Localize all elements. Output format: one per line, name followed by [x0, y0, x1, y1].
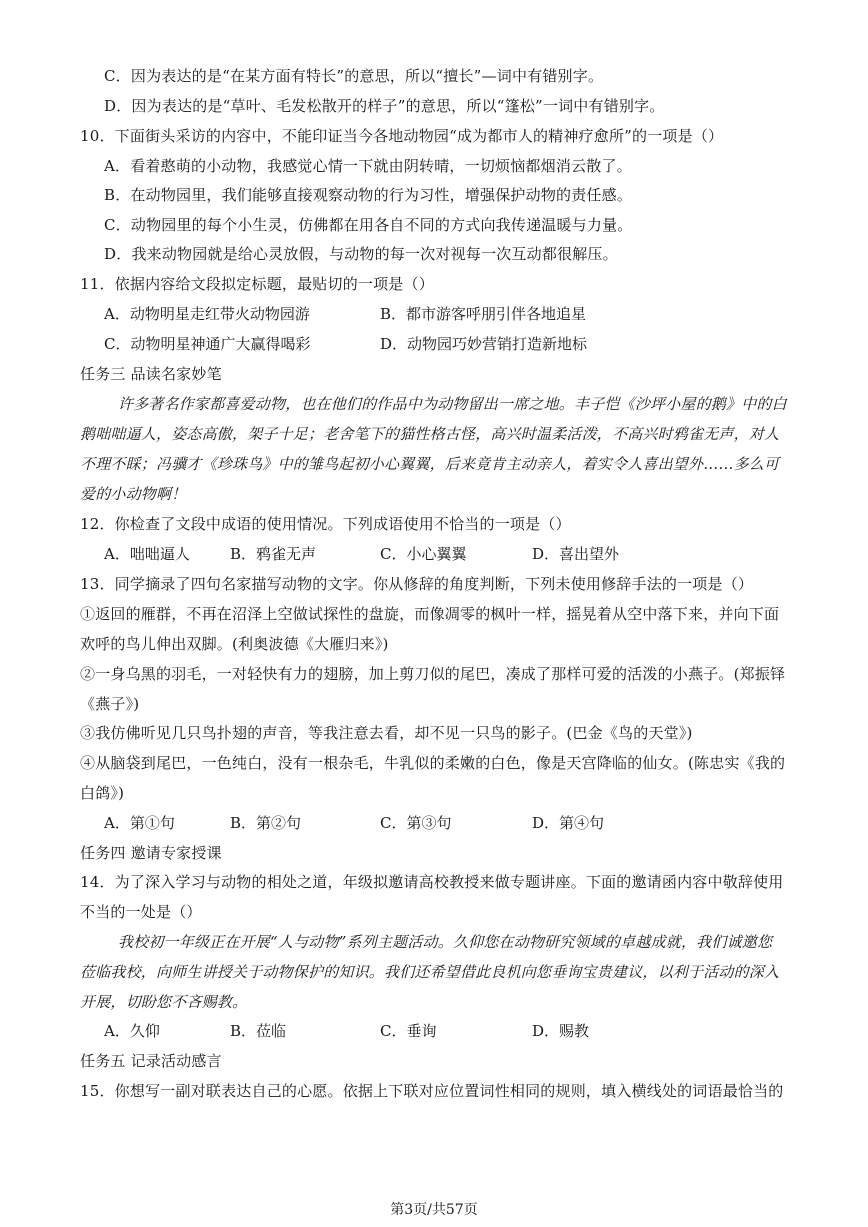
text-line: A．看着憨萌的小动物，我感觉心情一下就由阴转晴，一切烦恼都烟消云散了。	[104, 157, 632, 175]
answer-option: A．动物明星走红带火动物园游	[104, 305, 310, 323]
text-line: B．在动物园里，我们能够直接观察动物的行为习性，增强保护动物的责任感。	[104, 186, 633, 204]
text-line: 12．你检查了文段中成语的使用情况。下列成语使用不恰当的一项是（）	[80, 515, 571, 533]
text-line: D．我来动物园就是给心灵放假，与动物的每一次对视每一次互动都很解压。	[104, 245, 618, 263]
answer-option: C．垂询	[380, 1022, 437, 1040]
text-line: 任务五 记录活动感言	[80, 1052, 222, 1070]
text-line: 15．你想写一副对联表达自己的心愿。依据上下联对应位置词性相同的规则，填入横线处的词语最恰当的	[80, 1082, 784, 1100]
text-line: 13．同学摘录了四句名家描写动物的文字。你从修辞的角度判断，下列未使用修辞手法的一项是（）	[80, 575, 754, 593]
answer-option: D．赐教	[532, 1022, 590, 1040]
answer-option: B．鸦雀无声	[230, 545, 317, 563]
answer-option: D．第④句	[532, 814, 605, 832]
passage-line: 不理不睬；冯骥才《珍珠鸟》中的雏鸟起初小心翼翼，后来竟肯主动亲人，着实令人喜出望外……多么可	[80, 455, 780, 473]
text-line: ①返回的雁群，不再在沼泽上空做试探性的盘旋，而像凋零的枫叶一样，摇晃着从空中落下来，并向下面	[80, 605, 780, 623]
answer-option: B．莅临	[230, 1022, 287, 1040]
passage-line: 许多著名作家都喜爱动物，也在他们的作品中为动物留出一席之地。丰子恺《沙坪小屋的鹅》中的白	[118, 395, 787, 413]
text-line: C．动物园里的每个小生灵，仿佛都在用各自不同的方式向我传递温暖与力量。	[104, 216, 633, 234]
text-line: 《燕子》)	[80, 695, 140, 713]
answer-option: A．第①句	[104, 814, 175, 832]
answer-option: A．咄咄逼人	[104, 545, 190, 563]
answer-option: D．喜出望外	[532, 545, 620, 563]
text-line: 白鸽》)	[80, 784, 125, 802]
passage-line: 爱的小动物啊！	[80, 485, 187, 503]
passage-line: 开展，切盼您不吝赐教。	[80, 993, 248, 1011]
text-line: 10．下面街头采访的内容中，不能印证当今各地动物园“成为都市人的精神疗愈所”的一项是（）	[80, 127, 724, 145]
passage-line: 我校初一年级正在开展“人与动物”系列主题活动。久仰您在动物研究领域的卓越成就，我们诚邀您	[118, 933, 773, 951]
text-line: ②一身乌黑的羽毛，一对轻快有力的翅膀，加上剪刀似的尾巴，凑成了那样可爱的活泼的小燕子。(郑振铎	[80, 665, 786, 683]
answer-option: D．动物园巧妙营销打造新地标	[380, 335, 588, 353]
passage-line: 莅临我校，向师生讲授关于动物保护的知识。我们还希望借此良机向您垂询宝贵建议，以利于活动的深入	[80, 963, 780, 981]
answer-option: A．久仰	[104, 1022, 160, 1040]
text-line: 14．为了深入学习与动物的相处之道，年级拟邀请高校教授来做专题讲座。下面的邀请函内容中敬辞使用	[80, 873, 784, 891]
answer-option: C．动物明星神通广大赢得喝彩	[104, 335, 311, 353]
answer-option: B．都市游客呼朋引伴各地追星	[380, 305, 587, 323]
text-line: ③我仿佛听见几只鸟扑翅的声音，等我注意去看，却不见一只鸟的影子。(巴金《鸟的天堂》)	[80, 724, 693, 742]
text-line: 任务四 邀请专家授课	[80, 844, 222, 862]
answer-option: C．第③句	[380, 814, 452, 832]
text-line: 11．依据内容给文段拟定标题，最贴切的一项是（）	[80, 275, 434, 293]
text-line: D．因为表达的是“草叶、毛发松散开的样子”的意思，所以“篷松”一词中有错别字。	[104, 97, 665, 115]
text-line: 任务三 品读名家妙笔	[80, 365, 222, 383]
text-line: ④从脑袋到尾巴，一色纯白，没有一根杂毛，牛乳似的柔嫩的白色，像是天宫降临的仙女。(陈忠实《我的	[80, 754, 786, 772]
text-line: 欢呼的鸟儿伸出双脚。(利奥波德《大雁归来》)	[80, 635, 389, 653]
passage-line: 鹅咄咄逼人，姿态高傲，架子十足；老舍笔下的猫性格古怪，高兴时温柔活泼，不高兴时鸦雀无声，对人	[80, 425, 780, 443]
answer-option: C．小心翼翼	[380, 545, 467, 563]
text-line: C．因为表达的是“在某方面有特长”的意思，所以“擅长”—词中有错别字。	[104, 67, 604, 85]
page-footer: 第3页/共57页	[390, 1202, 478, 1218]
text-line: 不当的一处是（）	[80, 903, 202, 921]
answer-option: B．第②句	[230, 814, 302, 832]
